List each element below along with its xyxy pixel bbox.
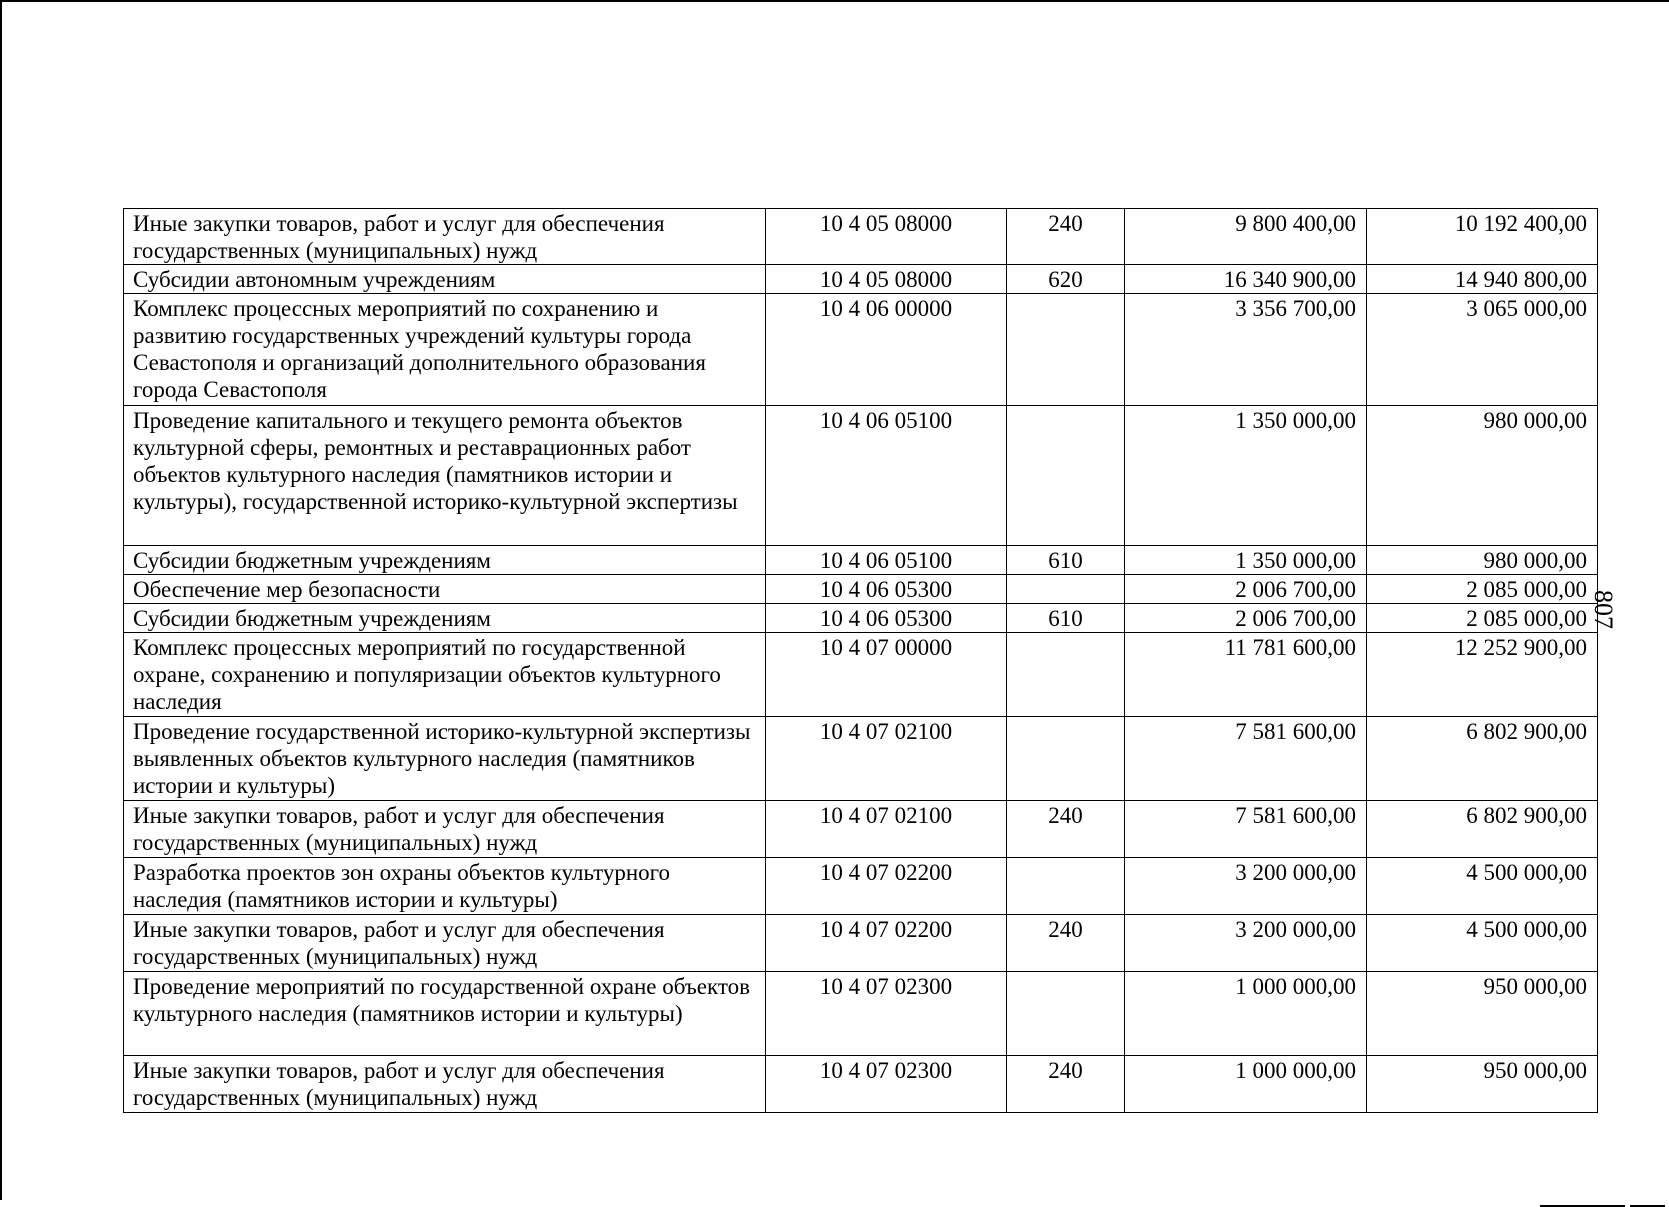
row-name-cell: Обеспечение мер безопасности bbox=[124, 575, 766, 604]
row-code-cell: 10 4 05 08000 bbox=[766, 209, 1007, 265]
row-name-cell: Иные закупки товаров, работ и услуг для обеспечения государственных (муниципальных) нужд bbox=[124, 801, 766, 858]
row-amount1-cell: 7 581 600,00 bbox=[1125, 801, 1367, 858]
table-row bbox=[124, 972, 1598, 1056]
row-amount2-cell: 3 065 000,00 bbox=[1367, 294, 1598, 406]
row-amount1-cell: 16 340 900,00 bbox=[1125, 265, 1367, 294]
table-row bbox=[124, 717, 1598, 801]
row-amount1-cell: 1 000 000,00 bbox=[1125, 972, 1367, 1056]
row-name-cell: Иные закупки товаров, работ и услуг для обеспечения государственных (муниципальных) нужд bbox=[124, 1056, 766, 1113]
row-amount1-cell: 9 800 400,00 bbox=[1125, 209, 1367, 265]
table-row bbox=[124, 294, 1598, 406]
row-name-cell: Проведение капитального и текущего ремонта объектов культурной сферы, ремонтных и реставрационных работ объектов культурного наследия (памятников истории и культуры), государственной историко-культурной экспертизы bbox=[124, 406, 766, 546]
row-code-cell: 10 4 07 02100 bbox=[766, 717, 1007, 801]
row-type-cell bbox=[1007, 972, 1125, 1056]
row-code-cell: 10 4 06 05300 bbox=[766, 575, 1007, 604]
row-name-cell: Субсидии бюджетным учреждениям bbox=[124, 546, 766, 575]
row-type-cell: 610 bbox=[1007, 604, 1125, 633]
table-row bbox=[124, 858, 1598, 915]
row-code-cell: 10 4 06 05100 bbox=[766, 546, 1007, 575]
page-number: 807 bbox=[1589, 590, 1618, 629]
row-type-cell bbox=[1007, 406, 1125, 546]
row-type-cell: 610 bbox=[1007, 546, 1125, 575]
row-amount1-cell: 3 200 000,00 bbox=[1125, 915, 1367, 972]
row-amount1-cell: 1 350 000,00 bbox=[1125, 406, 1367, 546]
row-code-cell: 10 4 07 02300 bbox=[766, 972, 1007, 1056]
row-type-cell bbox=[1007, 294, 1125, 406]
row-amount1-cell: 2 006 700,00 bbox=[1125, 604, 1367, 633]
row-amount1-cell: 7 581 600,00 bbox=[1125, 717, 1367, 801]
row-type-cell: 240 bbox=[1007, 915, 1125, 972]
row-amount1-cell: 1 350 000,00 bbox=[1125, 546, 1367, 575]
table-row bbox=[124, 265, 1598, 294]
budget-table bbox=[123, 208, 1598, 1113]
row-name-cell: Комплекс процессных мероприятий по государственной охране, сохранению и популяризации объектов культурного наследия bbox=[124, 633, 766, 717]
row-amount2-cell: 12 252 900,00 bbox=[1367, 633, 1598, 717]
row-code-cell: 10 4 05 08000 bbox=[766, 265, 1007, 294]
row-type-cell bbox=[1007, 633, 1125, 717]
row-code-cell: 10 4 07 02300 bbox=[766, 1056, 1007, 1113]
row-code-cell: 10 4 07 00000 bbox=[766, 633, 1007, 717]
table-row bbox=[124, 406, 1598, 546]
row-type-cell: 620 bbox=[1007, 265, 1125, 294]
row-name-cell: Субсидии автономным учреждениям bbox=[124, 265, 766, 294]
row-code-cell: 10 4 07 02200 bbox=[766, 858, 1007, 915]
row-type-cell bbox=[1007, 858, 1125, 915]
row-name-cell: Комплекс процессных мероприятий по сохранению и развитию государственных учреждений культуры города Севастополя и организаций дополнительного образования города Севастополя bbox=[124, 294, 766, 406]
table-row bbox=[124, 1056, 1598, 1113]
row-amount2-cell: 950 000,00 bbox=[1367, 972, 1598, 1056]
row-code-cell: 10 4 07 02200 bbox=[766, 915, 1007, 972]
table-row bbox=[124, 604, 1598, 633]
row-amount2-cell: 2 085 000,00 bbox=[1367, 575, 1598, 604]
table-row bbox=[124, 575, 1598, 604]
row-amount2-cell: 6 802 900,00 bbox=[1367, 801, 1598, 858]
row-type-cell bbox=[1007, 717, 1125, 801]
row-name-cell: Проведение государственной историко-культурной экспертизы выявленных объектов культурного наследия (памятников истории и культуры) bbox=[124, 717, 766, 801]
row-amount1-cell: 3 356 700,00 bbox=[1125, 294, 1367, 406]
row-amount2-cell: 980 000,00 bbox=[1367, 546, 1598, 575]
table-row bbox=[124, 633, 1598, 717]
row-type-cell: 240 bbox=[1007, 801, 1125, 858]
row-amount1-cell: 11 781 600,00 bbox=[1125, 633, 1367, 717]
row-amount2-cell: 4 500 000,00 bbox=[1367, 858, 1598, 915]
row-amount2-cell: 10 192 400,00 bbox=[1367, 209, 1598, 265]
row-amount2-cell: 14 940 800,00 bbox=[1367, 265, 1598, 294]
row-name-cell: Иные закупки товаров, работ и услуг для обеспечения государственных (муниципальных) нужд bbox=[124, 915, 766, 972]
row-code-cell: 10 4 06 05300 bbox=[766, 604, 1007, 633]
row-amount1-cell: 1 000 000,00 bbox=[1125, 1056, 1367, 1113]
row-amount2-cell: 2 085 000,00 bbox=[1367, 604, 1598, 633]
table-row bbox=[124, 801, 1598, 858]
row-type-cell: 240 bbox=[1007, 1056, 1125, 1113]
table-row bbox=[124, 209, 1598, 265]
row-amount1-cell: 3 200 000,00 bbox=[1125, 858, 1367, 915]
row-code-cell: 10 4 07 02100 bbox=[766, 801, 1007, 858]
row-amount2-cell: 980 000,00 bbox=[1367, 406, 1598, 546]
row-name-cell: Разработка проектов зон охраны объектов культурного наследия (памятников истории и культуры) bbox=[124, 858, 766, 915]
row-code-cell: 10 4 06 05100 bbox=[766, 406, 1007, 546]
row-amount2-cell: 4 500 000,00 bbox=[1367, 915, 1598, 972]
row-amount2-cell: 6 802 900,00 bbox=[1367, 717, 1598, 801]
row-name-cell: Иные закупки товаров, работ и услуг для обеспечения государственных (муниципальных) нужд bbox=[124, 209, 766, 265]
row-name-cell: Субсидии бюджетным учреждениям bbox=[124, 604, 766, 633]
row-type-cell: 240 bbox=[1007, 209, 1125, 265]
table-row bbox=[124, 915, 1598, 972]
row-amount2-cell: 950 000,00 bbox=[1367, 1056, 1598, 1113]
row-name-cell: Проведение мероприятий по государственной охране объектов культурного наследия (памятников истории и культуры) bbox=[124, 972, 766, 1056]
table-row bbox=[124, 546, 1598, 575]
row-type-cell bbox=[1007, 575, 1125, 604]
row-code-cell: 10 4 06 00000 bbox=[766, 294, 1007, 406]
row-amount1-cell: 2 006 700,00 bbox=[1125, 575, 1367, 604]
